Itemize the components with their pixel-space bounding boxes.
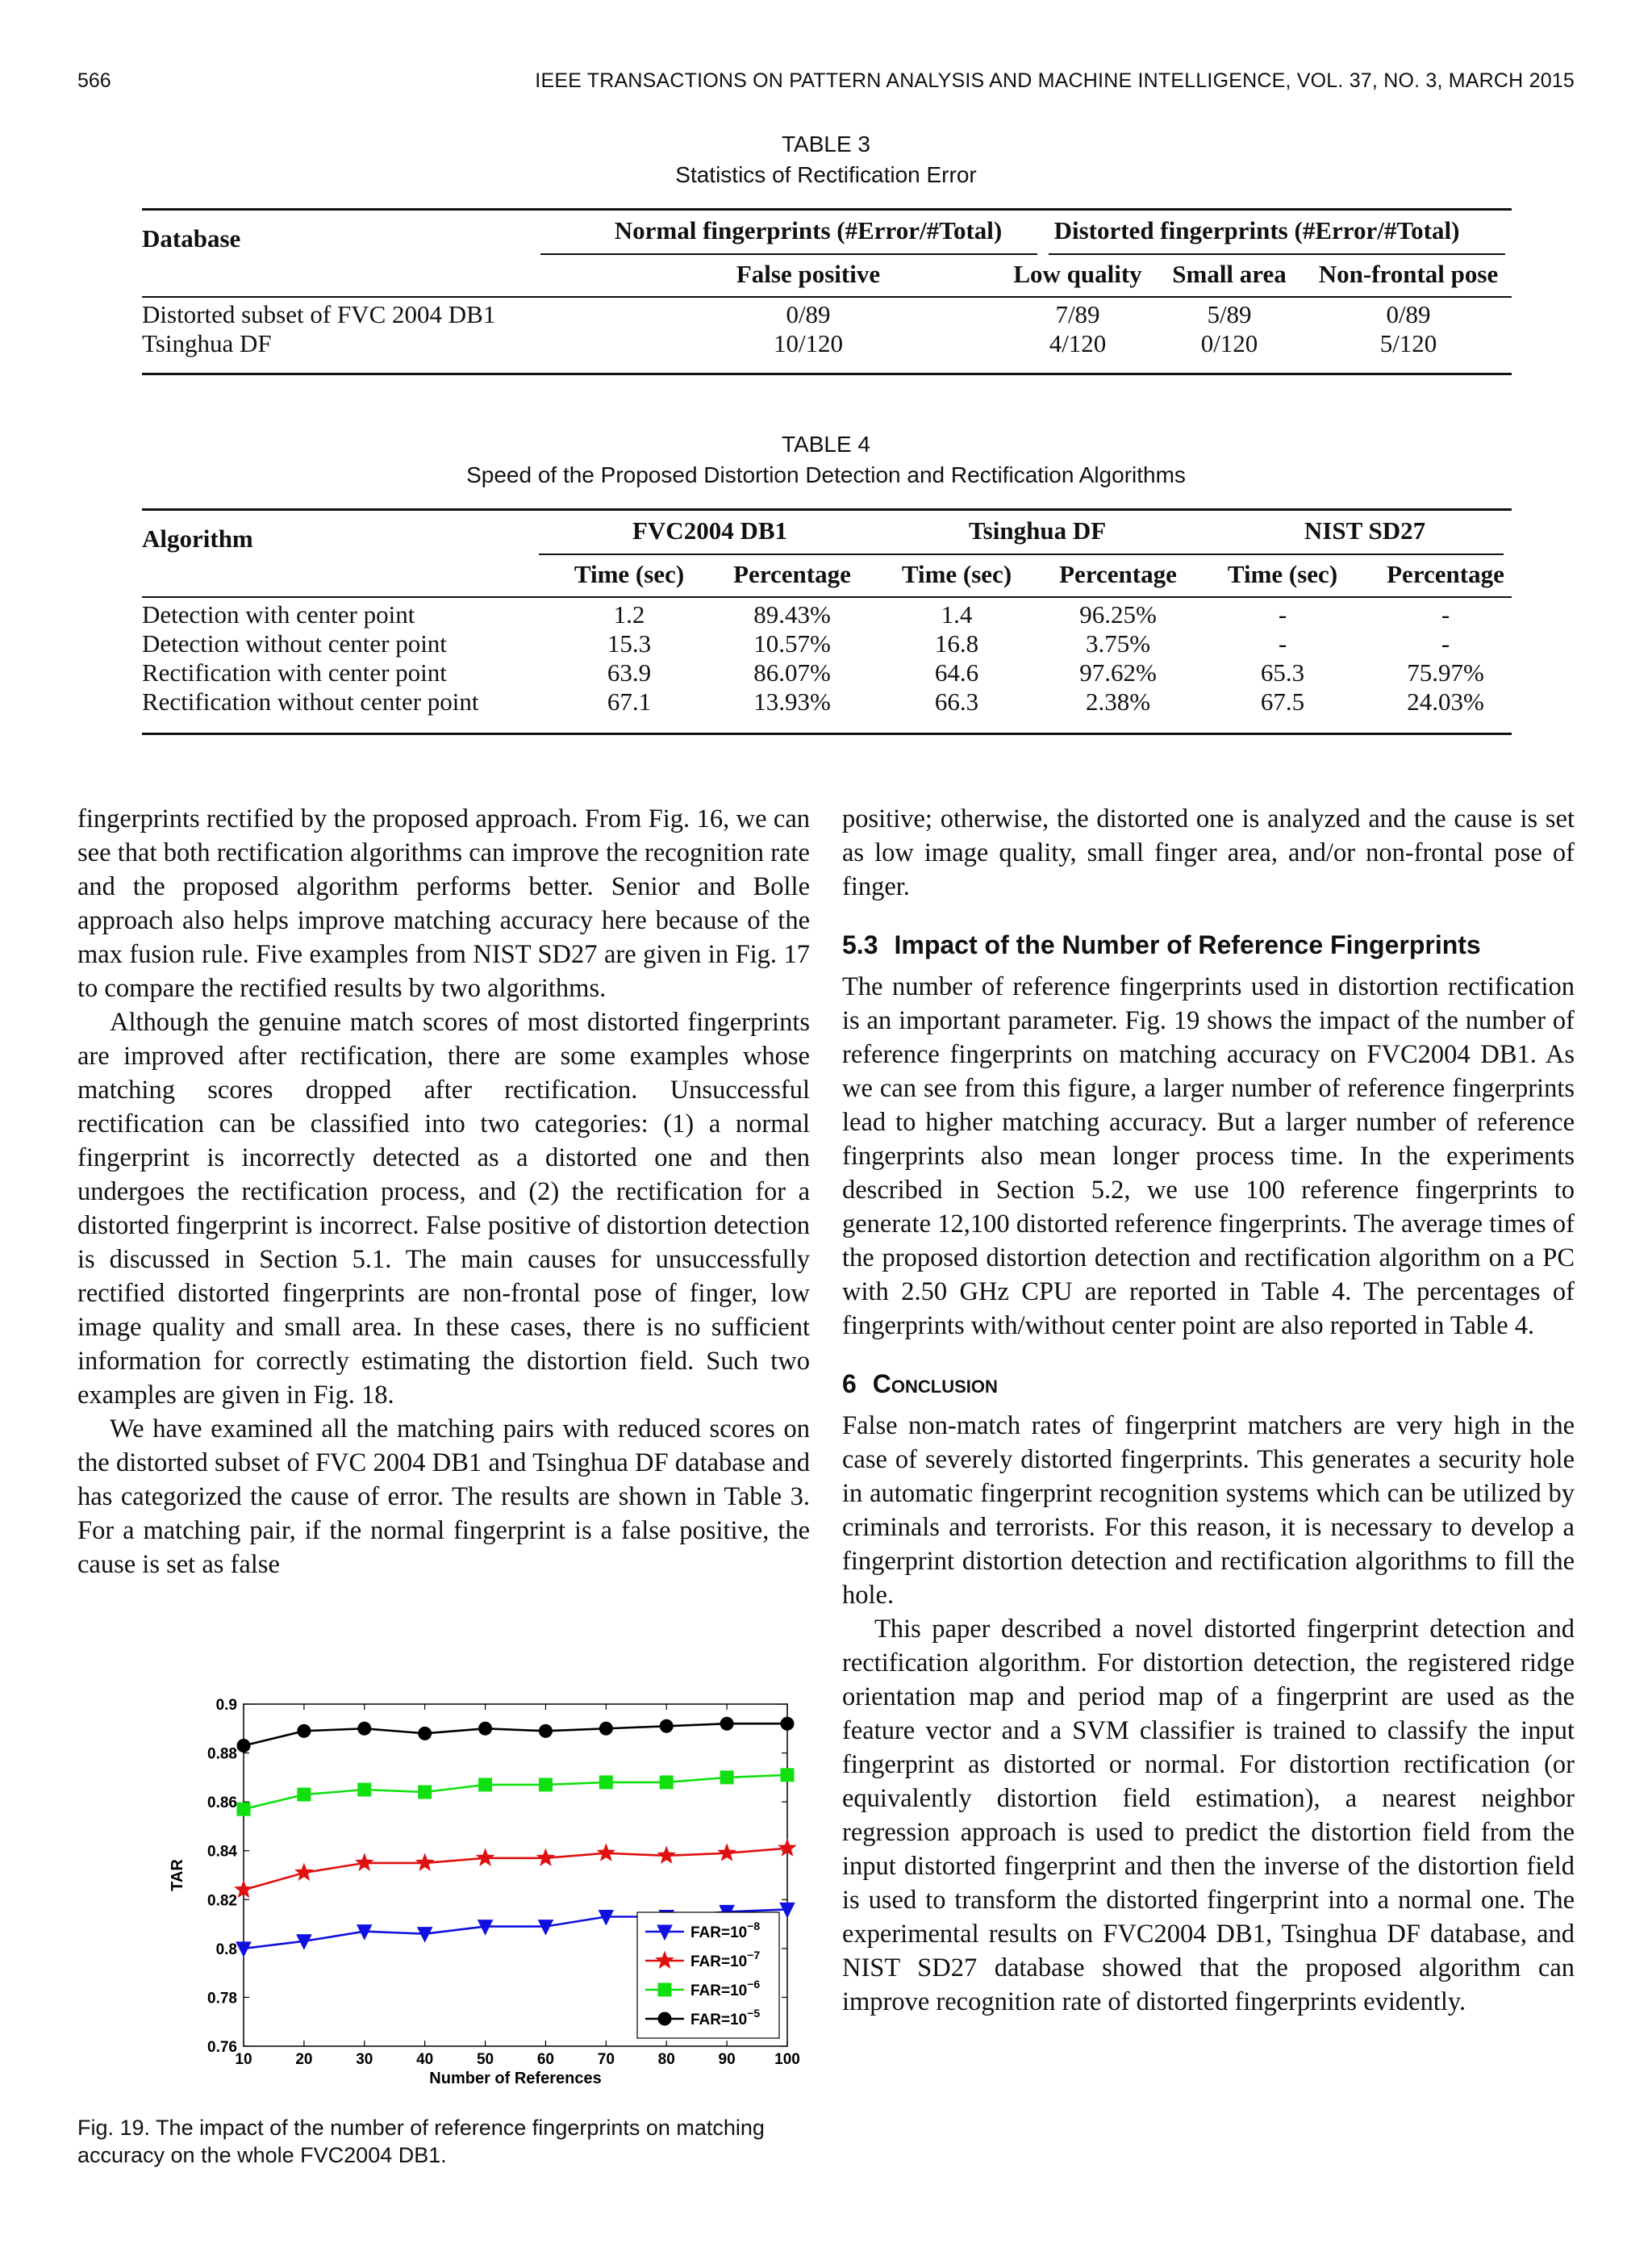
table4-cell-nist-time: 65.3 [1260, 658, 1305, 687]
table4-group-tsinghua: Tsinghua DF [968, 516, 1107, 545]
paragraph: fingerprints rectified by the proposed approach. From Fig. 16, we can see that both rectification algorithms can improve the recognition rate and the proposed algorithm performs better. Senior and Bolle approach also helps improve matching accuracy here because of the max fusion rule. Five examples from NIST SD27 are given in Fig. 17 to compare the rectified results by two algorithms. [77, 804, 810, 1003]
table3-sub-non-frontal: Non-frontal pose [1318, 260, 1499, 288]
section-heading-6 [842, 1367, 1575, 1401]
table4-sub-time: Time (sec) [901, 560, 1012, 588]
y-tick-label: 0.76 [207, 2039, 237, 2056]
data-point [599, 1776, 612, 1789]
table3-col-database: Database [142, 224, 241, 253]
table4-cell-fvc-pct: 10.57% [753, 629, 831, 658]
data-point [539, 1778, 552, 1791]
table4-cell-fvc-pct: 13.93% [753, 687, 831, 716]
table3-cell-low-quality: 4/120 [1049, 329, 1107, 357]
y-tick-label: 0.82 [207, 1892, 237, 1910]
table3-bottom-rule [142, 373, 1512, 375]
paragraph: False non-match rates of fingerprint matchers are very high in the case of severely distorted fingerprints. This generates a security hole in automatic fingerprint recognition systems which can be utilized by criminals and terrorists. For this reason, it is necessary to develop a fingerprint distortion detection and rectification algorithms to fill the hole. [842, 1411, 1575, 1610]
table4-cell-fvc-time: 67.1 [607, 687, 652, 716]
table4-cell-ts-time: 66.3 [934, 687, 979, 716]
figure-19 [77, 1672, 810, 2124]
table4-title: Speed of the Proposed Distortion Detection and Rectification Algorithms [466, 462, 1186, 487]
table4-group-nist: NIST SD27 [1304, 516, 1426, 545]
tar-chart [77, 1672, 810, 2108]
left-column [77, 802, 810, 1581]
table4-cell-ts-time: 16.8 [934, 629, 979, 658]
x-axis-label: Number of References [429, 2070, 602, 2087]
table4-header-rule [142, 596, 1512, 598]
page-number: 566 [77, 69, 111, 92]
running-header [77, 69, 1575, 102]
table4-cell-ts-pct: 96.25% [1079, 600, 1157, 629]
table4-sub-percentage: Percentage [1059, 560, 1177, 588]
table3-cell-database: Tsinghua DF [142, 329, 272, 357]
x-tick-label: 100 [774, 2051, 800, 2068]
x-tick-label: 50 [476, 2051, 494, 2068]
data-point [660, 1776, 673, 1789]
table4-sub-time: Time (sec) [1227, 560, 1338, 588]
data-point [298, 1724, 311, 1737]
table4-cell-nist-pct: - [1441, 600, 1450, 629]
table4 [142, 508, 1512, 737]
table3-cell-low-quality: 7/89 [1055, 300, 1100, 328]
figure-19-caption: Fig. 19. The impact of the number of reference fingerprints on matching accuracy on the whole FVC2004 DB1. [77, 2116, 765, 2167]
table4-cell-ts-time: 1.4 [941, 600, 973, 629]
paragraph: We have examined all the matching pairs with reduced scores on the distorted subset of FVC 2004 DB1 and Tsinghua DF database and has categorized the cause of error. The results are shown in Table 3. For a matching pair, if the normal fingerprint is a false positive, the cause is set as false [77, 1414, 810, 1579]
table3-cell-small-area: 5/89 [1207, 300, 1252, 328]
paragraph: Although the genuine match scores of most distorted fingerprints are improved after rectification, there are some examples whose matching scores dropped after rectification. Unsuccessful rectification can be classified into two categories: (1) a normal fingerprint is incorrectly detected as a distorted one and then undergoes the rectification process, and (2) the rectification for a distorted fingerprint is incorrect. False positive of distortion detection is discussed in Section 5.1. The main causes for unsuccessfully rectified distorted fingerprints are non-frontal pose of finger, low image quality and small area. In these cases, there is no sufficient information for correctly estimating the distortion field. Such two examples are given in Fig. 18. [77, 1008, 810, 1410]
table4-sub-percentage: Percentage [1387, 560, 1504, 588]
table4-caption [77, 429, 1575, 491]
table4-tsinghua-rule [871, 554, 1212, 555]
table4-cell-fvc-time: 15.3 [607, 629, 652, 658]
table4-sub-percentage: Percentage [733, 560, 851, 588]
table3-caption [77, 129, 1575, 190]
table3-sub-false-positive: False positive [736, 260, 881, 288]
table3-normal-rule [540, 253, 1037, 255]
table3-top-rule [142, 208, 1512, 211]
x-tick-label: 30 [356, 2051, 373, 2068]
data-point [419, 1786, 432, 1799]
section-number: 5.3 [842, 930, 878, 959]
table3-cell-non-frontal: 0/89 [1386, 300, 1431, 328]
table3-distorted-rule [1049, 253, 1505, 255]
section-number: 6 [842, 1369, 857, 1398]
table3-cell-non-frontal: 5/120 [1379, 329, 1437, 357]
table4-cell-ts-time: 64.6 [934, 658, 979, 687]
legend-marker [658, 2012, 671, 2025]
table4-cell-algorithm: Detection with center point [142, 600, 415, 629]
table3 [142, 208, 1512, 379]
table4-group-fvc: FVC2004 DB1 [632, 516, 788, 545]
table3-cell-false-positive: 10/120 [773, 329, 844, 357]
table3-header-rule [142, 296, 1512, 298]
data-point [781, 1717, 794, 1730]
table4-label: TABLE 4 [782, 432, 870, 457]
y-tick-label: 0.9 [215, 1697, 237, 1714]
table4-cell-ts-pct: 2.38% [1085, 687, 1151, 716]
table3-cell-small-area: 0/120 [1200, 329, 1258, 357]
journal-title: IEEE TRANSACTIONS ON PATTERN ANALYSIS AND MACHINE INTELLIGENCE, VOL. 37, NO. 3, MARCH 2015 [535, 69, 1575, 92]
table4-cell-algorithm: Detection without center point [142, 629, 447, 658]
y-tick-label: 0.88 [207, 1745, 237, 1763]
table4-cell-ts-pct: 3.75% [1085, 629, 1151, 658]
table4-cell-nist-pct: 24.03% [1407, 687, 1484, 716]
table4-cell-nist-pct: - [1441, 629, 1450, 658]
data-point [720, 1771, 733, 1784]
data-point [479, 1722, 492, 1735]
table4-nist-rule [1192, 554, 1504, 555]
right-column [842, 802, 1575, 2019]
table3-cell-database: Distorted subset of FVC 2004 DB1 [142, 300, 496, 328]
legend-entry: $FAR=10^{-5}$ [690, 2007, 761, 2028]
table4-fvc-rule [539, 554, 881, 555]
x-tick-label: 70 [597, 2051, 615, 2068]
table3-group-distorted: Distorted fingerprints (#Error/#Total) [1053, 216, 1460, 244]
x-tick-label: 40 [416, 2051, 434, 2068]
table4-cell-fvc-time: 63.9 [607, 658, 652, 687]
data-point [720, 1717, 733, 1730]
table4-cell-fvc-pct: 89.43% [753, 600, 831, 629]
table4-sub-time: Time (sec) [574, 560, 685, 588]
data-point [419, 1727, 432, 1740]
y-tick-label: 0.86 [207, 1794, 237, 1812]
y-tick-label: 0.84 [207, 1843, 237, 1861]
data-point [237, 1739, 250, 1752]
table4-cell-algorithm: Rectification without center point [142, 687, 479, 716]
table3-group-normal: Normal fingerprints (#Error/#Total) [614, 216, 1003, 244]
data-point [479, 1778, 492, 1791]
table4-cell-fvc-pct: 86.07% [753, 658, 831, 687]
y-tick-label: 0.8 [215, 1941, 237, 1958]
table4-cell-ts-pct: 97.62% [1079, 658, 1157, 687]
y-tick-label: 0.78 [207, 1990, 237, 2007]
table4-cell-algorithm: Rectification with center point [142, 658, 447, 687]
table4-cell-nist-time: 67.5 [1260, 687, 1305, 716]
table3-title: Statistics of Rectification Error [675, 162, 977, 187]
section-heading-5-3 [842, 928, 1575, 962]
table3-label: TABLE 3 [782, 132, 870, 157]
legend-marker [658, 1983, 671, 1996]
paragraph: positive; otherwise, the distorted one is analyzed and the cause is set as low image quality, small finger area, and/or non-frontal pose of finger. [842, 804, 1575, 901]
data-point [539, 1724, 552, 1737]
data-point [599, 1722, 612, 1735]
y-axis-label: TAR [169, 1859, 186, 1891]
table4-cell-nist-time: - [1278, 629, 1287, 658]
legend-entry: $FAR=10^{-7}$ [690, 1949, 761, 1970]
table3-sub-low-quality: Low quality [1013, 260, 1142, 288]
section-title: Impact of the Number of Reference Fingerprints [894, 930, 1481, 959]
paragraph: This paper described a novel distorted fingerprint detection and rectification algorithm. For distortion detection, the registered ridge orientation map and period map of a fingerprint are used as the feature vector and a SVM classifier is trained to classify the input fingerprint as distorted or normal. For distortion rectification (or equivalently distortion field estimation), a nearest neighbor regression approach is used to predict the distortion field from the input distorted fingerprint and then the inverse of the distortion field is used to transform the distorted fingerprint into a normal one. The experimental results on FVC2004 DB1, Tsinghua DF database, and NIST SD27 database showed that the proposed algorithm can improve recognition rate of distorted fingerprints evidently. [842, 1615, 1575, 2016]
x-tick-label: 60 [536, 2051, 555, 2068]
table4-col-algorithm: Algorithm [142, 524, 253, 553]
table4-cell-nist-pct: 75.97% [1407, 658, 1484, 687]
table4-bottom-rule [142, 733, 1512, 735]
legend-entry: $FAR=10^{-6}$ [690, 1978, 761, 1999]
x-tick-label: 10 [235, 2051, 252, 2068]
table4-top-rule [142, 508, 1512, 511]
paragraph: The number of reference fingerprints used in distortion rectification is an important parameter. Fig. 19 shows the impact of the number of reference fingerprints on matching accuracy on FVC2004 DB1. As we can see from this figure, a larger number of reference fingerprints lead to higher matching accuracy. But a larger number of reference fingerprints also mean longer process time. In the experiments described in Section 5.2, we use 100 reference fingerprints to generate 12,100 distorted reference fingerprints. The average times of the proposed distortion detection and rectification algorithm on a PC with 2.50 GHz CPU are reported in Table 4. The percentages of fingerprints with/without center point are also reported in Table 4. [842, 972, 1575, 1340]
x-tick-label: 20 [295, 2051, 313, 2068]
legend-entry: $FAR=10^{-8}$ [690, 1920, 761, 1941]
data-point [660, 1719, 673, 1732]
x-tick-label: 80 [657, 2051, 675, 2068]
table4-cell-fvc-time: 1.2 [613, 600, 645, 629]
data-point [358, 1722, 371, 1735]
x-tick-label: 90 [718, 2051, 736, 2068]
table3-sub-small-area: Small area [1172, 260, 1287, 288]
section-title: Conclusion [872, 1369, 998, 1398]
data-point [781, 1769, 794, 1782]
data-point [298, 1788, 311, 1801]
table4-cell-nist-time: - [1278, 600, 1287, 629]
table3-cell-false-positive: 0/89 [786, 300, 831, 328]
data-point [358, 1783, 371, 1796]
data-point [237, 1803, 250, 1815]
